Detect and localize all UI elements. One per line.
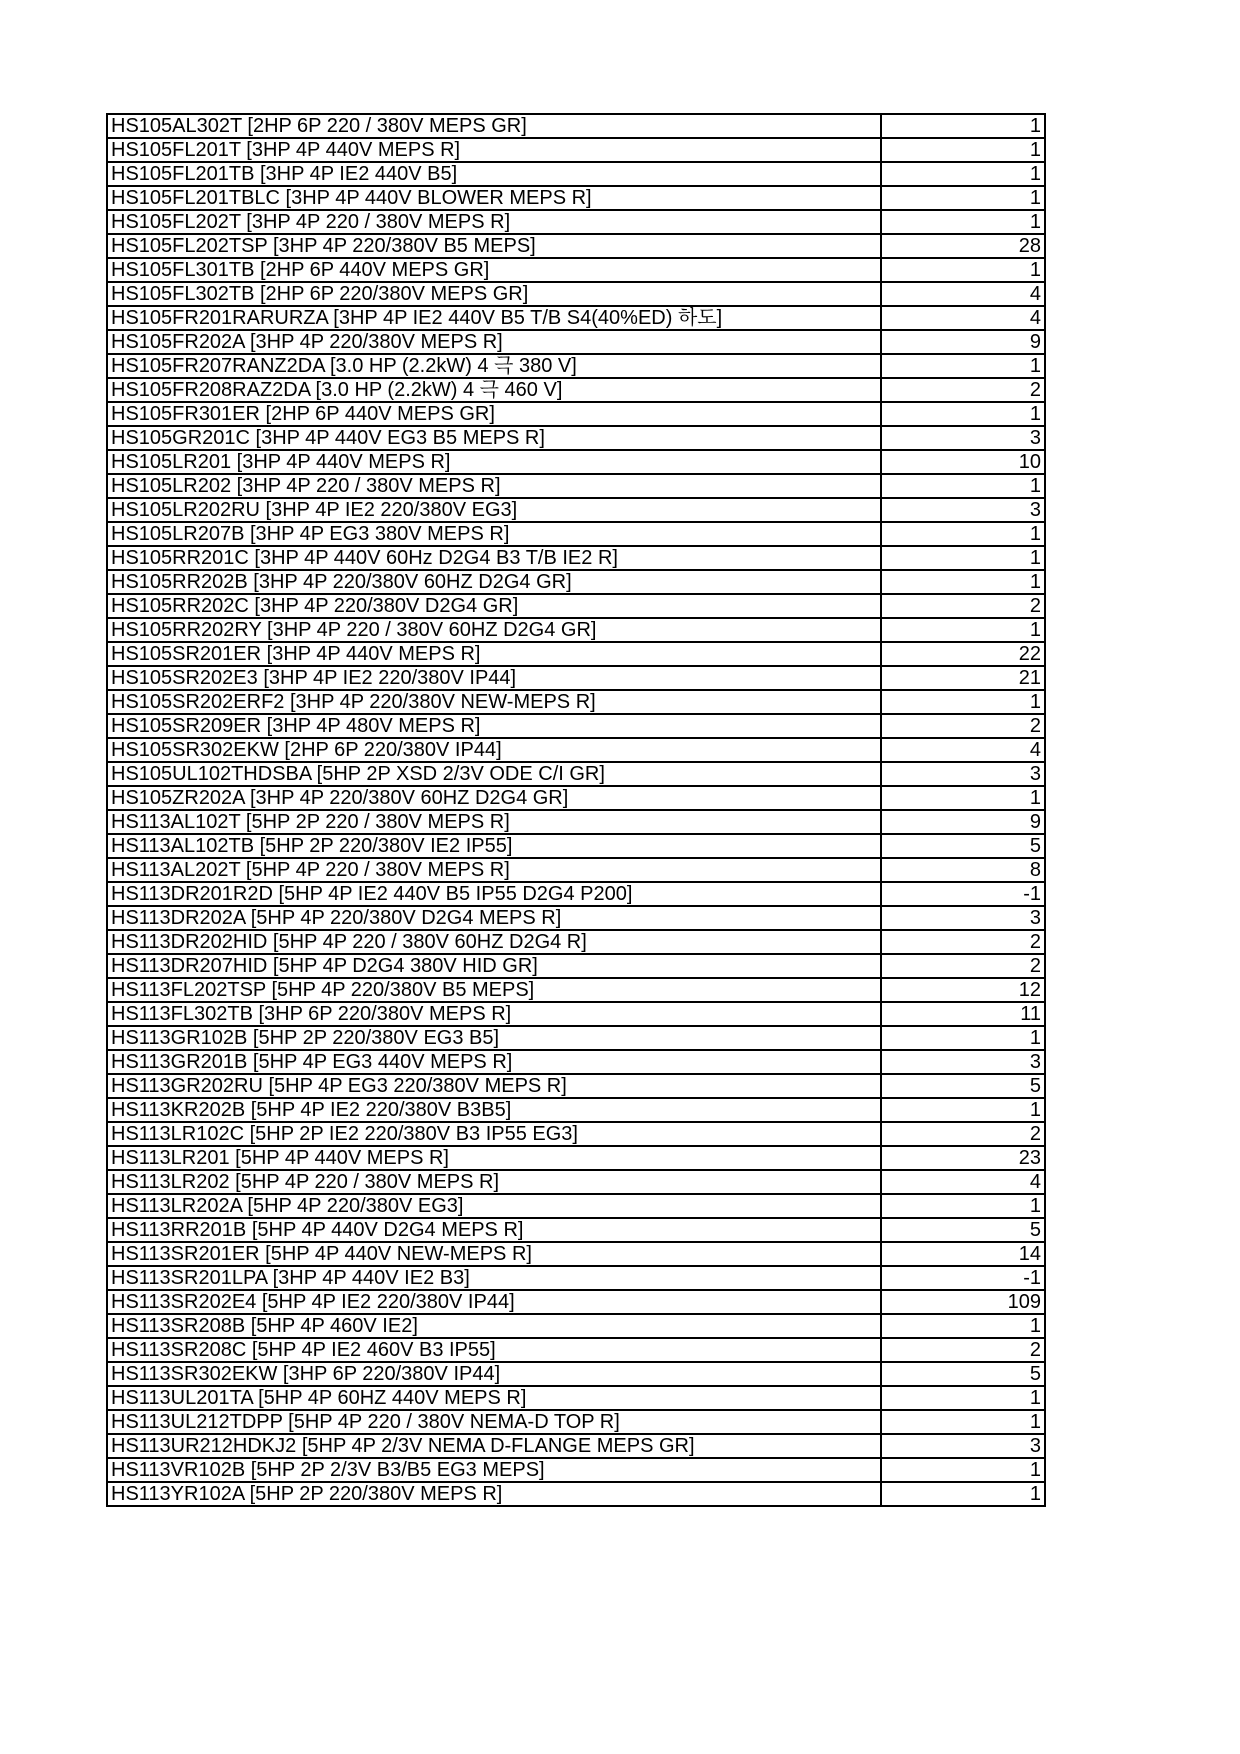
quantity-cell: 1: [881, 786, 1045, 810]
table-row: [107, 1050, 1045, 1074]
item-description-cell: HS113DR201R2D [5HP 4P IE2 440V B5 IP55 D2G4 P200]: [107, 882, 881, 906]
table-row: [107, 1242, 1045, 1266]
item-description-cell: HS113FL302TB [3HP 6P 220/380V MEPS R]: [107, 1002, 881, 1026]
quantity-cell: 3: [881, 906, 1045, 930]
table-row: [107, 210, 1045, 234]
quantity-cell: 4: [881, 282, 1045, 306]
item-description-cell: HS113SR201ER [5HP 4P 440V NEW-MEPS R]: [107, 1242, 881, 1266]
inventory-table: [106, 113, 1046, 1507]
item-description-cell: HS113RR201B [5HP 4P 440V D2G4 MEPS R]: [107, 1218, 881, 1242]
item-description-cell: HS113VR102B [5HP 2P 2/3V B3/B5 EG3 MEPS]: [107, 1458, 881, 1482]
item-description-cell: HS105LR201 [3HP 4P 440V MEPS R]: [107, 450, 881, 474]
quantity-cell: 22: [881, 642, 1045, 666]
item-description-cell: HS113SR302EKW [3HP 6P 220/380V IP44]: [107, 1362, 881, 1386]
item-description-cell: HS105FL201T [3HP 4P 440V MEPS R]: [107, 138, 881, 162]
table-row: [107, 738, 1045, 762]
item-description-cell: HS113GR102B [5HP 2P 220/380V EG3 B5]: [107, 1026, 881, 1050]
table-row: [107, 882, 1045, 906]
item-description-cell: HS113FL202TSP [5HP 4P 220/380V B5 MEPS]: [107, 978, 881, 1002]
item-description-cell: HS113LR202A [5HP 4P 220/380V EG3]: [107, 1194, 881, 1218]
quantity-cell: 3: [881, 1434, 1045, 1458]
table-row: [107, 1194, 1045, 1218]
item-description-cell: HS113DR202A [5HP 4P 220/380V D2G4 MEPS R]: [107, 906, 881, 930]
table-row: [107, 330, 1045, 354]
item-description-cell: HS113DR207HID [5HP 4P D2G4 380V HID GR]: [107, 954, 881, 978]
quantity-cell: 10: [881, 450, 1045, 474]
table-row: [107, 378, 1045, 402]
item-description-cell: HS105FL301TB [2HP 6P 440V MEPS GR]: [107, 258, 881, 282]
quantity-cell: 4: [881, 738, 1045, 762]
item-description-cell: HS113UL212TDPP [5HP 4P 220 / 380V NEMA-D TOP R]: [107, 1410, 881, 1434]
item-description-cell: HS105FL201TBLC [3HP 4P 440V BLOWER MEPS R]: [107, 186, 881, 210]
quantity-cell: 1: [881, 1458, 1045, 1482]
quantity-cell: 12: [881, 978, 1045, 1002]
table-row: [107, 570, 1045, 594]
item-description-cell: HS105SR202E3 [3HP 4P IE2 220/380V IP44]: [107, 666, 881, 690]
quantity-cell: 4: [881, 306, 1045, 330]
item-description-cell: HS105LR202 [3HP 4P 220 / 380V MEPS R]: [107, 474, 881, 498]
item-description-cell: HS105SR302EKW [2HP 6P 220/380V IP44]: [107, 738, 881, 762]
quantity-cell: 1: [881, 1410, 1045, 1434]
item-description-cell: HS105FR301ER [2HP 6P 440V MEPS GR]: [107, 402, 881, 426]
table-row: [107, 690, 1045, 714]
table-row: [107, 522, 1045, 546]
item-description-cell: HS105RR202RY [3HP 4P 220 / 380V 60HZ D2G4 GR]: [107, 618, 881, 642]
table-row: [107, 306, 1045, 330]
quantity-cell: 2: [881, 1338, 1045, 1362]
table-row: [107, 1218, 1045, 1242]
item-description-cell: HS113GR201B [5HP 4P EG3 440V MEPS R]: [107, 1050, 881, 1074]
table-row: [107, 546, 1045, 570]
table-row: [107, 1362, 1045, 1386]
table-row: [107, 138, 1045, 162]
table-row: [107, 450, 1045, 474]
quantity-cell: 1: [881, 690, 1045, 714]
table-row: [107, 834, 1045, 858]
item-description-cell: HS105LR207B [3HP 4P EG3 380V MEPS R]: [107, 522, 881, 546]
quantity-cell: 28: [881, 234, 1045, 258]
quantity-cell: 1: [881, 186, 1045, 210]
item-description-cell: HS105LR202RU [3HP 4P IE2 220/380V EG3]: [107, 498, 881, 522]
table-row: [107, 1458, 1045, 1482]
table-row: [107, 618, 1045, 642]
item-description-cell: HS105RR202B [3HP 4P 220/380V 60HZ D2G4 GR]: [107, 570, 881, 594]
quantity-cell: 1: [881, 210, 1045, 234]
quantity-cell: 23: [881, 1146, 1045, 1170]
table-row: [107, 1026, 1045, 1050]
item-description-cell: HS105FR207RANZ2DA [3.0 HP (2.2kW) 4 극 380 V]: [107, 354, 881, 378]
item-description-cell: HS113SR202E4 [5HP 4P IE2 220/380V IP44]: [107, 1290, 881, 1314]
table-row: [107, 1266, 1045, 1290]
table-row: [107, 906, 1045, 930]
quantity-cell: 1: [881, 402, 1045, 426]
item-description-cell: HS105GR201C [3HP 4P 440V EG3 B5 MEPS R]: [107, 426, 881, 450]
table-row: [107, 474, 1045, 498]
table-row: [107, 1482, 1045, 1506]
item-description-cell: HS113LR102C [5HP 2P IE2 220/380V B3 IP55 EG3]: [107, 1122, 881, 1146]
item-description-cell: HS113UL201TA [5HP 4P 60HZ 440V MEPS R]: [107, 1386, 881, 1410]
table-row: [107, 978, 1045, 1002]
quantity-cell: 21: [881, 666, 1045, 690]
item-description-cell: HS113UR212HDKJ2 [5HP 4P 2/3V NEMA D-FLANGE MEPS GR]: [107, 1434, 881, 1458]
quantity-cell: 2: [881, 378, 1045, 402]
quantity-cell: 1: [881, 546, 1045, 570]
table-row: [107, 1338, 1045, 1362]
item-description-cell: HS105SR201ER [3HP 4P 440V MEPS R]: [107, 642, 881, 666]
table-row: [107, 642, 1045, 666]
item-description-cell: HS113SR208C [5HP 4P IE2 460V B3 IP55]: [107, 1338, 881, 1362]
inventory-table-body: [107, 114, 1045, 1506]
table-row: [107, 1074, 1045, 1098]
item-description-cell: HS113LR201 [5HP 4P 440V MEPS R]: [107, 1146, 881, 1170]
item-description-cell: HS113KR202B [5HP 4P IE2 220/380V B3B5]: [107, 1098, 881, 1122]
item-description-cell: HS105SR209ER [3HP 4P 480V MEPS R]: [107, 714, 881, 738]
quantity-cell: 5: [881, 1218, 1045, 1242]
table-row: [107, 594, 1045, 618]
table-row: [107, 1290, 1045, 1314]
item-description-cell: HS105FR201RARURZA [3HP 4P IE2 440V B5 T/B S4(40%ED) 하도]: [107, 306, 881, 330]
quantity-cell: 1: [881, 258, 1045, 282]
table-row: [107, 426, 1045, 450]
item-description-cell: HS105FR208RAZ2DA [3.0 HP (2.2kW) 4 극 460 V]: [107, 378, 881, 402]
table-row: [107, 762, 1045, 786]
table-row: [107, 714, 1045, 738]
item-description-cell: HS105AL302T [2HP 6P 220 / 380V MEPS GR]: [107, 114, 881, 138]
table-row: [107, 954, 1045, 978]
quantity-cell: 3: [881, 426, 1045, 450]
quantity-cell: 4: [881, 1170, 1045, 1194]
item-description-cell: HS113AL202T [5HP 4P 220 / 380V MEPS R]: [107, 858, 881, 882]
table-row: [107, 234, 1045, 258]
item-description-cell: HS105RR202C [3HP 4P 220/380V D2G4 GR]: [107, 594, 881, 618]
item-description-cell: HS105FL202T [3HP 4P 220 / 380V MEPS R]: [107, 210, 881, 234]
quantity-cell: 5: [881, 1362, 1045, 1386]
quantity-cell: 1: [881, 618, 1045, 642]
quantity-cell: 5: [881, 834, 1045, 858]
quantity-cell: 1: [881, 162, 1045, 186]
quantity-cell: 1: [881, 1482, 1045, 1506]
table-row: [107, 282, 1045, 306]
table-row: [107, 1002, 1045, 1026]
quantity-cell: 1: [881, 1098, 1045, 1122]
table-row: [107, 858, 1045, 882]
quantity-cell: 3: [881, 1050, 1045, 1074]
item-description-cell: HS105RR201C [3HP 4P 440V 60Hz D2G4 B3 T/B IE2 R]: [107, 546, 881, 570]
table-row: [107, 1170, 1045, 1194]
quantity-cell: 1: [881, 1314, 1045, 1338]
quantity-cell: 2: [881, 714, 1045, 738]
item-description-cell: HS113YR102A [5HP 2P 220/380V MEPS R]: [107, 1482, 881, 1506]
quantity-cell: 1: [881, 138, 1045, 162]
quantity-cell: 1: [881, 1026, 1045, 1050]
quantity-cell: 3: [881, 762, 1045, 786]
table-row: [107, 114, 1045, 138]
quantity-cell: 3: [881, 498, 1045, 522]
item-description-cell: HS105FR202A [3HP 4P 220/380V MEPS R]: [107, 330, 881, 354]
table-row: [107, 1386, 1045, 1410]
table-row: [107, 1434, 1045, 1458]
table-row: [107, 930, 1045, 954]
item-description-cell: HS113GR202RU [5HP 4P EG3 220/380V MEPS R]: [107, 1074, 881, 1098]
table-row: [107, 1122, 1045, 1146]
quantity-cell: 1: [881, 114, 1045, 138]
table-row: [107, 498, 1045, 522]
item-description-cell: HS113AL102T [5HP 2P 220 / 380V MEPS R]: [107, 810, 881, 834]
item-description-cell: HS105ZR202A [3HP 4P 220/380V 60HZ D2G4 GR]: [107, 786, 881, 810]
quantity-cell: 2: [881, 930, 1045, 954]
table-row: [107, 186, 1045, 210]
quantity-cell: 109: [881, 1290, 1045, 1314]
quantity-cell: 8: [881, 858, 1045, 882]
quantity-cell: 9: [881, 810, 1045, 834]
quantity-cell: -1: [881, 1266, 1045, 1290]
quantity-cell: 1: [881, 474, 1045, 498]
quantity-cell: 1: [881, 1386, 1045, 1410]
quantity-cell: -1: [881, 882, 1045, 906]
table-row: [107, 354, 1045, 378]
item-description-cell: HS113LR202 [5HP 4P 220 / 380V MEPS R]: [107, 1170, 881, 1194]
table-row: [107, 1410, 1045, 1434]
table-row: [107, 402, 1045, 426]
table-row: [107, 810, 1045, 834]
item-description-cell: HS113DR202HID [5HP 4P 220 / 380V 60HZ D2G4 R]: [107, 930, 881, 954]
quantity-cell: 2: [881, 594, 1045, 618]
item-description-cell: HS105SR202ERF2 [3HP 4P 220/380V NEW-MEPS R]: [107, 690, 881, 714]
table-row: [107, 162, 1045, 186]
quantity-cell: 2: [881, 954, 1045, 978]
item-description-cell: HS105FL201TB [3HP 4P IE2 440V B5]: [107, 162, 881, 186]
quantity-cell: 2: [881, 1122, 1045, 1146]
table-row: [107, 666, 1045, 690]
item-description-cell: HS113AL102TB [5HP 2P 220/380V IE2 IP55]: [107, 834, 881, 858]
item-description-cell: HS105FL302TB [2HP 6P 220/380V MEPS GR]: [107, 282, 881, 306]
quantity-cell: 1: [881, 1194, 1045, 1218]
quantity-cell: 1: [881, 570, 1045, 594]
quantity-cell: 1: [881, 354, 1045, 378]
quantity-cell: 14: [881, 1242, 1045, 1266]
quantity-cell: 11: [881, 1002, 1045, 1026]
quantity-cell: 1: [881, 522, 1045, 546]
item-description-cell: HS105FL202TSP [3HP 4P 220/380V B5 MEPS]: [107, 234, 881, 258]
table-row: [107, 1146, 1045, 1170]
item-description-cell: HS105UL102THDSBA [5HP 2P XSD 2/3V ODE C/I GR]: [107, 762, 881, 786]
table-row: [107, 1098, 1045, 1122]
quantity-cell: 5: [881, 1074, 1045, 1098]
item-description-cell: HS113SR201LPA [3HP 4P 440V IE2 B3]: [107, 1266, 881, 1290]
item-description-cell: HS113SR208B [5HP 4P 460V IE2]: [107, 1314, 881, 1338]
quantity-cell: 9: [881, 330, 1045, 354]
table-row: [107, 786, 1045, 810]
table-row: [107, 1314, 1045, 1338]
table-row: [107, 258, 1045, 282]
